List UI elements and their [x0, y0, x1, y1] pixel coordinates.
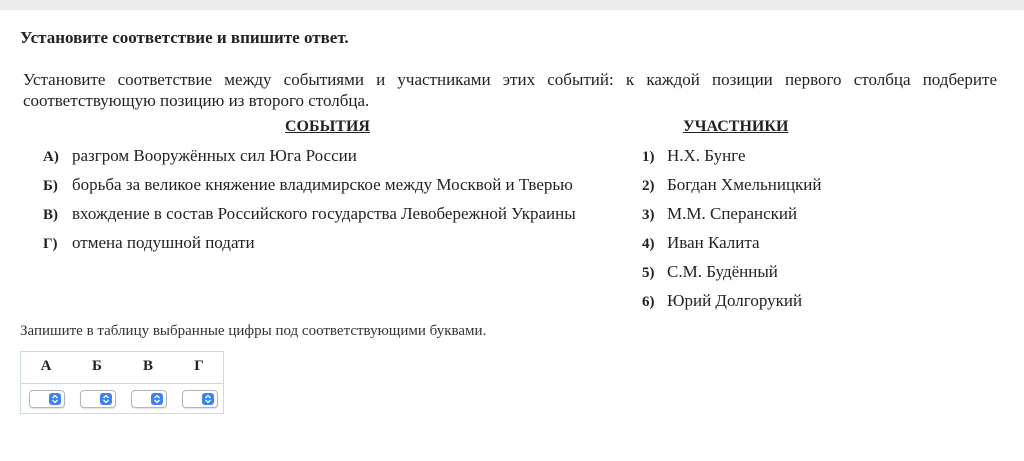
updown-arrows-icon — [202, 393, 214, 405]
participant-number: 6) — [642, 294, 655, 310]
updown-arrows-icon — [151, 393, 163, 405]
event-letter: В) — [43, 207, 58, 223]
updown-arrows-icon — [49, 393, 61, 405]
answer-header-a: А — [40, 358, 52, 374]
participant-number: 2) — [642, 178, 655, 194]
participant-number: 3) — [642, 207, 655, 223]
top-bar — [0, 0, 1024, 10]
answer-select-g[interactable] — [182, 390, 218, 408]
event-letter: А) — [43, 149, 59, 165]
participant-text: Богдан Хмельницкий — [667, 175, 822, 194]
event-text: разгром Вооружённых сил Юга России — [72, 146, 357, 165]
answer-table-divider — [21, 383, 223, 384]
events-column-header: СОБЫТИЯ — [285, 118, 370, 135]
updown-arrows-icon — [100, 393, 112, 405]
participant-text: М.М. Сперанский — [667, 204, 798, 223]
participant-text: Иван Калита — [667, 233, 760, 252]
participant-number: 1) — [642, 149, 655, 165]
event-text: борьба за великое княжение владимирское между Москвой и Тверью — [72, 175, 573, 194]
event-letter: Г) — [43, 236, 58, 252]
participant-number: 4) — [642, 236, 655, 252]
participant-text: Н.Х. Бунге — [667, 146, 746, 165]
answer-select-a[interactable] — [29, 390, 65, 408]
participant-text: Юрий Долгорукий — [667, 291, 803, 310]
answer-instruction: Запишите в таблицу выбранные цифры под соответствующими буквами. — [20, 323, 487, 339]
participant-number: 5) — [642, 265, 655, 281]
answer-header-g: Г — [194, 358, 204, 374]
event-text: вхождение в состав Российского государства Левобережной Украины — [72, 204, 576, 223]
answer-select-v[interactable] — [131, 390, 167, 408]
answer-select-b[interactable] — [80, 390, 116, 408]
answer-table — [20, 351, 224, 414]
answer-header-b: Б — [92, 358, 102, 374]
participants-column-header: УЧАСТНИКИ — [683, 118, 789, 135]
task-heading: Установите соответствие и впишите ответ. — [20, 28, 349, 47]
event-letter: Б) — [43, 178, 58, 194]
task-instruction: Установите соответствие между событиями и участниками этих событий: к каждой позиции первого столбца подберите соответствующую позицию из второго столбца. — [23, 70, 997, 110]
event-text: отмена подушной подати — [72, 233, 255, 252]
participant-text: С.М. Будённый — [667, 262, 778, 281]
answer-header-v: В — [142, 358, 153, 374]
